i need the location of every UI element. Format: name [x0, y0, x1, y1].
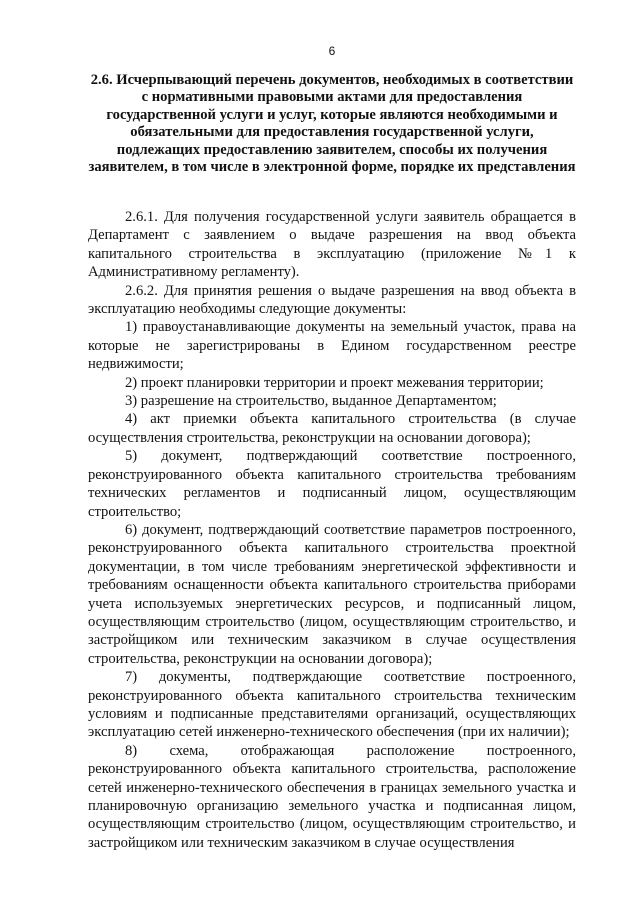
list-item-6: 6) документ, подтверждающий соответствие параметров построенного, реконструированного объекта капитального строительства проектной документации, в том числе требованиям энергетической эффективности и требованиям оснащенности объекта капитального строительства приборами учета используемых энергетических ресурсов, и подписанный лицом, осуществляющим строительство (лицом, осуществляющим строительство, и застройщиком или техническим заказчиком в случае осуществления строительства, реконструкции на основании договора);: [88, 521, 576, 667]
paragraph-2-6-2: 2.6.2. Для принятия решения о выдаче разрешения на ввод объекта в эксплуатацию необходимы следующие документы:: [88, 282, 576, 318]
list-item-8: 8) схема, отображающая расположение построенного, реконструированного объекта капитального строительства, расположение сетей инженерно-технического обеспечения в границах земельного участка и планировочную организацию земельного участка и подписанная лицом, осуществляющим строительство (лицом, осуществляющим строительство, и застройщиком или техническим заказчиком в случае осуществления: [88, 742, 576, 851]
document-body: [88, 208, 576, 852]
list-item-7: 7) документы, подтверждающие соответствие построенного, реконструированного объекта капитального строительства техническим условиям и подписанные представителями организаций, осуществляющих эксплуатацию сетей инженерно-технического обеспечения (при их наличии);: [88, 669, 576, 741]
list-item-2: 2) проект планировки территории и проект межевания территории;: [125, 374, 544, 391]
list-item-3: 3) разрешение на строительство, выданное Департаментом;: [125, 393, 497, 410]
list-item-4: 4) акт приемки объекта капитального строительства (в случае осуществления строительства, реконструкции на основании договора);: [88, 411, 576, 446]
list-item-1: 1) правоустанавливающие документы на земельный участок, права на которые не зарегистрированы в Едином государственном реестре недвижимости;: [88, 319, 576, 373]
section-heading: 2.6. Исчерпывающий перечень документов, необходимых в соответствии с нормативными правовыми актами для предоставления государственной услуги и услуг, которые являются необходимыми и обязательными для предоставления государственной услуги, подлежащих предоставлению заявителем, способы их получения заявителем, в том числе в электронной форме, порядке их представления: [88, 72, 576, 176]
list-item-5: 5) документ, подтверждающий соответствие построенного, реконструированного объекта капитального строительства требованиям технических регламентов и подписанный лицом, осуществляющим строительство;: [88, 448, 576, 520]
page-number: 6: [328, 44, 336, 58]
paragraph-2-6-1: 2.6.1. Для получения государственной услуги заявитель обращается в Департамент с заявлением о выдаче разрешения на ввод объекта капитального строительства в эксплуатацию (приложение №1 к Административному регламенту).: [88, 209, 576, 281]
